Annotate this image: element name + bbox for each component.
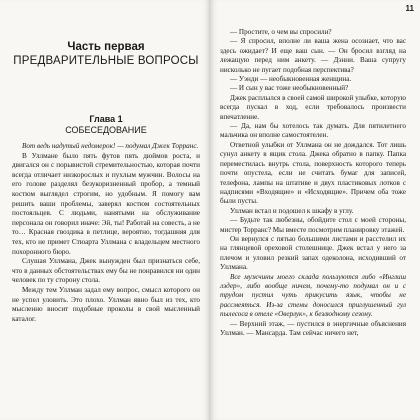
paragraph: — Уэнди — необыкновенная женщина.: [230, 75, 352, 84]
part-title: Часть первая: [67, 41, 145, 53]
paragraph: — И сын у вас тоже необыкновенный?: [230, 84, 349, 93]
paragraph: — Да, нам бы хотелось так думать. Для пятилетнего мальчика он вполне самостоятелен.: [220, 122, 406, 140]
chapter-title: Глава 1: [89, 114, 123, 124]
paragraph: Вот ведь надутый недомерок! — подумал Джек Торранс.: [22, 142, 199, 150]
paragraph: — Я спросил, вполне ли ваша жена осознает, что вас здесь ожидает? И еще ваш сын. — Он бросил взгляд на лежащую перед ним анкету. — Дэнни. Ваша супругу нисколько не пугает подобная перспектива?: [220, 37, 406, 74]
paragraph: Слушая Уллмана, Джек вынужден был признаться себе, что в данных обстоятельствах ему бы не понравился ни один человек по ту сторону стола.: [12, 257, 200, 285]
paragraph: — Верхний этаж, — пустился в энергичные объяснения Уллман. — Мансарда. Там сейчас ничего нет,: [220, 319, 406, 337]
right-page-body: [220, 28, 406, 338]
paragraph: Уллман встал и подошел к шкафу в углу.: [230, 206, 354, 215]
paragraph: Ответной улыбки от Уллмана он не дождался. Тот лишь сунул анкету в ящик стола. Джека обратно в папку. Папка переместилась внутрь стола, поверхность которого теперь почти опустела, если не считать бумаг для записей, телефона, лампы на штативе и двух пластиковых лотков с надписями «Входящие» и «Исходящие». Причем оба тоже были пусты.: [220, 140, 406, 206]
paragraph: Между тем Уллман задал ему вопрос, смысл которого он не успел уловить. Это плохо. Уллман явно был из тех, кто мысленно вносит подобные проколы в свой мысленный каталог.: [12, 285, 200, 323]
paragraph: — Простите, о чем вы спросили?: [230, 28, 332, 36]
chapter-subtitle: СОБЕСЕДОВАНИЕ: [65, 125, 147, 135]
paragraph: В Уллмане было пять футов пять дюймов роста, и двигался он с порывистой стремительностью, которая почти всегда отличает низкорослых и пухлым мужчин. Волосы на его голове разделял безукоризненный пробор, а темный костюм выглядел строгим, но удобным. Я помогу вам решить ваши проблемы, заверял костюм состоятельных постояльцев. С людьми, нанятыми на обслуживание персонала он говорил иначе: Эй, ты! Работай на совесть, а не то… Красная гвоздика в петлице, вероятно, тогдашняя для тех, кто не примет Стюарта Уллмана с владельцем местного похоронного бюро.: [12, 151, 200, 256]
right-page: [210, 0, 420, 420]
paragraph: Джек расплылся в своей самой широкой улыбке, которую всегда пускал в ход, если требовалось произвести впечатление.: [220, 93, 406, 121]
paragraph: Он вернулся с пятью большими листами и расстелил их на глянцевой ореховой столешнице. Джек встал у него за плечом и уловил резкий запах одеколона, исходивший от Уллмана.: [220, 234, 406, 272]
paragraph: — Будьте так любезны, обойдите стол с моей стороны, мистер Торранс? Мы вместе посмотрим планировку этажей.: [220, 216, 406, 234]
part-subtitle: ПРЕДВАРИТЕЛЬНЫЕ ВОПРОСЫ: [13, 55, 199, 67]
paragraph: Все мужчины моего склада пользуются либо «Инглиш лэдер», либо вообще ничем, почему-то подумал он и с трудом пустил чуть прикусить язык, чтобы не рассмеяться. Из-за стены доносился приглушенный гул пылесоса в отеле «Оверлук», к безлюдному сезону.: [220, 272, 406, 319]
page-number: 11: [405, 4, 414, 13]
left-page-body: [12, 142, 200, 324]
